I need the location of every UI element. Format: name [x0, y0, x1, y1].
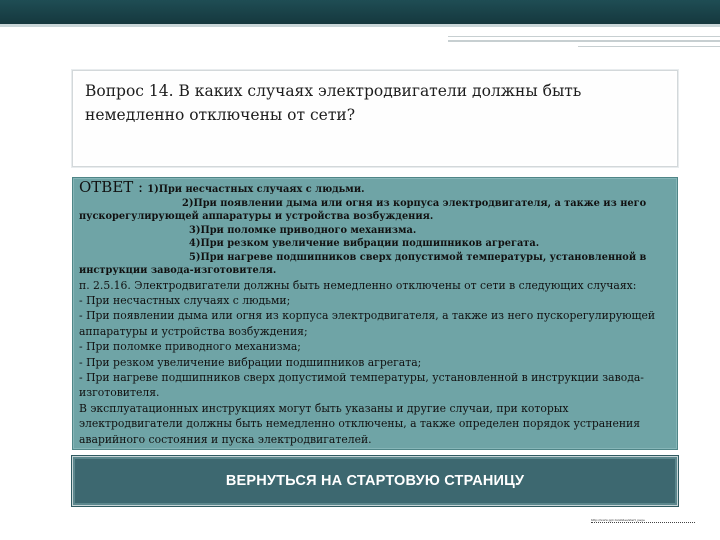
regulation-line-4: - При резком увеличение вибрации подшипников агрегата; [79, 355, 422, 369]
question-box [72, 70, 678, 167]
regulation-line-intro: п. 2.5.16. Электродвигатели должны быть немедленно отключены от сети в следующих случаях: [79, 278, 637, 292]
decor-line-1 [448, 36, 720, 37]
return-to-start-button[interactable]: ВЕРНУТЬСЯ НА СТАРТОВУЮ СТРАНИЦУ [72, 456, 678, 506]
answer-item-2: 2)При появлении дыма или огня из корпуса электродвигателя, а также из него [182, 197, 647, 209]
answer-header [79, 180, 671, 197]
decor-line-2 [448, 40, 720, 42]
regulation-line-note: В эксплуатационных инструкциях могут быть указаны и другие случаи, при которых электродвигатели должны быть немедленно отключены, а также определен порядок устранения аварийного состояния и пуска электродвигателей. [79, 401, 641, 446]
answer-item-5-cont: инструкции завода-изготовителя. [79, 265, 277, 276]
answer-regulation-text [79, 278, 671, 447]
header-accent-line [0, 24, 720, 27]
answer-item-5: 5)При нагреве подшипников сверх допустимой температуры, установленной в [189, 251, 647, 263]
regulation-line-3: - При поломке приводного механизма; [79, 340, 301, 354]
answer-bold-list [79, 197, 671, 278]
answer-item-1: 1)При несчастных случаях с людьми. [147, 184, 365, 195]
header-bar [0, 0, 720, 24]
decor-line-3 [578, 46, 720, 47]
regulation-line-1: - При несчастных случаях с людьми; [79, 293, 291, 307]
answer-box [72, 177, 678, 450]
answer-item-3: 3)При поломке приводного механизма. [189, 224, 417, 236]
regulation-line-2: - При появлении дыма или огня из корпуса электродвигателя, а также из него пускорегулирующей аппаратуры и устройства возбуждения; [79, 309, 656, 338]
footer-link[interactable]: http://www.ppt.ru/slides/start_page [591, 518, 695, 523]
regulation-line-5: - При нагреве подшипников сверх допустимой температуры, установленной в инструкции завода-изготовителя. [79, 370, 644, 400]
answer-item-2-cont: пускорегулирующей аппаратуры и устройства возбуждения. [79, 211, 434, 222]
decorative-lines [448, 36, 720, 50]
answer-label: ОТВЕТ : [79, 178, 144, 196]
answer-item-4: 4)При резком увеличение вибрации подшипников агрегата. [189, 238, 540, 249]
question-text: Вопрос 14. В каких случаях электродвигатели должны быть немедленно отключены от сети? [85, 82, 582, 124]
